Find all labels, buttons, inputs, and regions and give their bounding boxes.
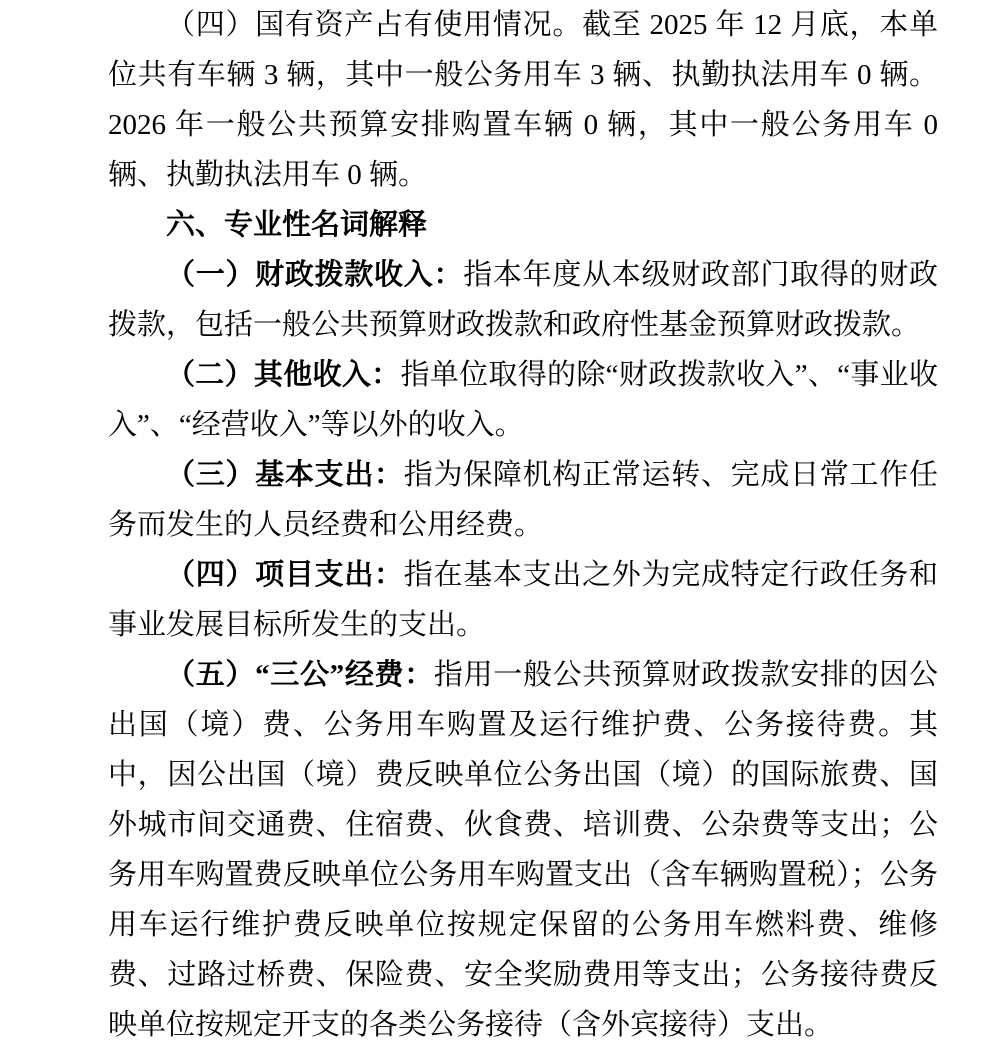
paragraph bbox=[108, 450, 938, 550]
paragraph bbox=[108, 350, 938, 450]
paragraph bbox=[108, 550, 938, 650]
paragraph-text: 指单位取得的除“财政拨款收入”、“事业收入”、“经营收入”等以外的收入。 bbox=[108, 359, 938, 441]
section-heading bbox=[108, 200, 938, 250]
paragraph-text: 指在基本支出之外为完成特定行政任务和事业发展目标所发生的支出。 bbox=[108, 559, 938, 641]
term-label: （二）其他收入： bbox=[166, 359, 401, 391]
paragraph-text: （四）国有资产占有使用情况。 bbox=[166, 9, 583, 41]
paragraph-text: 截至 2025 年 12 月底，本单位共有车辆 3 辆，其中一般公务用车 3 辆、执勤执法用车 0 辆。2026 年一般公共预算安排购置车辆 0 辆，其中一般公务用车 0 辆、执勤执法用车 0 辆。 bbox=[108, 9, 938, 191]
term-label: （三）基本支出： bbox=[166, 459, 404, 491]
paragraph-text: 指本年度从本级财政部门取得的财政拨款，包括一般公共预算财政拨款和政府性基金预算财政拨款。 bbox=[108, 259, 938, 341]
paragraph bbox=[108, 650, 938, 1050]
term-label: （五）“三公”经费： bbox=[166, 659, 434, 691]
term-label: （四）项目支出： bbox=[166, 559, 404, 591]
paragraph-text: 指用一般公共预算财政拨款安排的因公出国（境）费、公务用车购置及运行维护费、公务接待费。其中，因公出国（境）费反映单位公务出国（境）的国际旅费、国外城市间交通费、住宿费、伙食费、培训费、公杂费等支出；公务用车购置费反映单位公务用车购置支出（含车辆购置税）；公务用车运行维护费反映单位按规定保留的公务用车燃料费、维修费、过路过桥费、保险费、安全奖励费用等支出；公务接待费反映单位按规定开支的各类公务接待（含外宾接待）支出。 bbox=[108, 659, 938, 1041]
paragraph bbox=[108, 250, 938, 350]
paragraph bbox=[108, 0, 938, 200]
term-label: （一）财政拨款收入： bbox=[166, 259, 464, 291]
term-label: 六、专业性名词解释 bbox=[166, 209, 428, 241]
paragraph-text: 指为保障机构正常运转、完成日常工作任务而发生的人员经费和公用经费。 bbox=[108, 459, 938, 541]
